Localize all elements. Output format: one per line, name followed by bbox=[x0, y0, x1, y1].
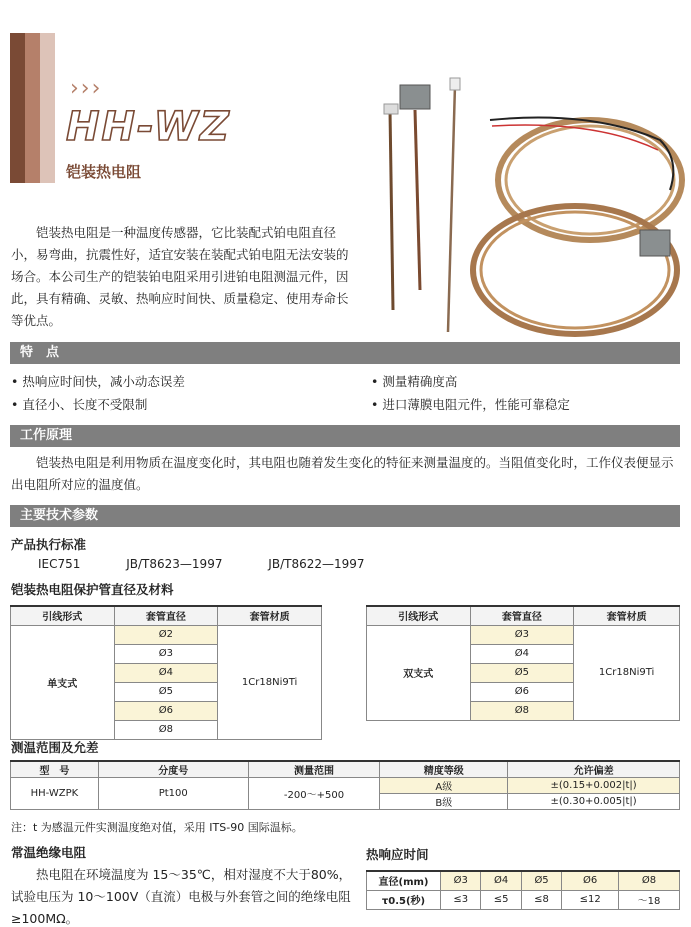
diameter-cell: Ø4 bbox=[481, 871, 521, 890]
product-photo bbox=[360, 70, 685, 340]
material-cell: 1Cr18Ni9Ti bbox=[218, 625, 322, 739]
col-header: 套管材质 bbox=[218, 606, 322, 625]
insulation-paragraph: 热电阻在环境温度为 15～35℃，相对湿度不大于80%，试验电压为 10～100V（直流）电极与外套管之间的绝缘电阻≥100MΩ。 bbox=[11, 867, 352, 926]
col-header: 精度等级 bbox=[380, 761, 508, 778]
grade-cell: B级 bbox=[380, 794, 508, 810]
diameter-cell: Ø6 bbox=[114, 701, 218, 720]
row-label: τ0.5(秒) bbox=[367, 890, 441, 909]
product-subtitle: 铠装热电阻 bbox=[66, 163, 142, 181]
response-table bbox=[366, 870, 680, 910]
col-header: 套管直径 bbox=[470, 606, 574, 625]
diameter-cell: Ø5 bbox=[521, 871, 561, 890]
model-cell: HH-WZPK bbox=[11, 778, 99, 810]
standards-line bbox=[38, 557, 407, 571]
diameter-cell: Ø3 bbox=[441, 871, 481, 890]
time-cell: ≤12 bbox=[562, 890, 619, 909]
time-cell: ～18 bbox=[619, 890, 680, 909]
col-header: 套管直径 bbox=[114, 606, 218, 625]
response-heading: 热响应时间 bbox=[366, 847, 429, 862]
diameter-cell: Ø3 bbox=[114, 644, 218, 663]
col-header: 引线形式 bbox=[367, 606, 471, 625]
feature-item: • 测量精确度高 bbox=[371, 374, 458, 389]
time-cell: ≤5 bbox=[481, 890, 521, 909]
feature-item: • 直径小、长度不受限制 bbox=[11, 397, 148, 412]
col-header: 型 号 bbox=[11, 761, 99, 778]
intro-paragraph: 铠装热电阻是一种温度传感器，它比装配式铂电阻直径小，易弯曲，抗震性好，适宜安装在装配式铂电阻无法安装的场合。本公司生产的铠装铂电阻采用引进铂电阻测温元件，因此，具有精确、灵敏、热响应时间快、质量稳定、使用寿命长等优点。 bbox=[11, 225, 349, 328]
diameter-cell: Ø5 bbox=[114, 682, 218, 701]
standard-item: JB/T8623—1997 bbox=[126, 557, 223, 571]
decor-stripe-light bbox=[40, 33, 55, 183]
material-cell: 1Cr18Ni9Ti bbox=[574, 625, 680, 720]
time-cell: ≤3 bbox=[441, 890, 481, 909]
diameter-cell: Ø2 bbox=[114, 625, 218, 644]
standard-item: JB/T8622—1997 bbox=[268, 557, 365, 571]
section-bar-principle: 工作原理 bbox=[10, 425, 680, 447]
grade-cell: A级 bbox=[380, 778, 508, 794]
diameter-cell: Ø4 bbox=[470, 644, 574, 663]
row-label: 直径(mm) bbox=[367, 871, 441, 890]
col-header: 允许偏差 bbox=[508, 761, 680, 778]
feature-item: • 进口薄膜电阻元件，性能可靠稳定 bbox=[371, 397, 570, 412]
brand-title: HH-WZ bbox=[66, 104, 231, 150]
principle-paragraph: 铠装热电阻是利用物质在温度变化时，其电阻也随着发生变化的特征来测量温度的。当阻值变化时，工作仪表便显示出电阻所对应的温度值。 bbox=[11, 455, 674, 492]
range-heading: 测温范围及允差 bbox=[11, 740, 99, 755]
diameter-cell: Ø8 bbox=[470, 701, 574, 720]
diameter-cell: Ø8 bbox=[114, 720, 218, 739]
lead-type: 双支式 bbox=[367, 625, 471, 720]
range-cell: -200～+500 bbox=[248, 778, 380, 810]
decor-stripe-dark bbox=[10, 33, 25, 183]
diameter-cell: Ø3 bbox=[470, 625, 574, 644]
diameter-cell: Ø5 bbox=[470, 663, 574, 682]
col-header: 测量范围 bbox=[248, 761, 380, 778]
diameter-cell: Ø4 bbox=[114, 663, 218, 682]
note-text: 注：t 为感温元件实测温度绝对值，采用 ITS-90 国际温标。 bbox=[11, 821, 303, 834]
time-cell: ≤8 bbox=[521, 890, 561, 909]
col-header: 分度号 bbox=[98, 761, 248, 778]
feature-item: • 热响应时间快，减小动态误差 bbox=[11, 374, 185, 389]
tube-table-single bbox=[10, 605, 322, 740]
col-header: 引线形式 bbox=[11, 606, 115, 625]
col-header: 套管材质 bbox=[574, 606, 680, 625]
tube-heading: 铠装热电阻保护管直径及材料 bbox=[11, 582, 174, 597]
tolerance-cell: ±(0.30+0.005|t|) bbox=[508, 794, 680, 810]
arrow-decor-icon: ››› bbox=[70, 76, 103, 101]
range-table bbox=[10, 760, 680, 810]
diameter-cell: Ø6 bbox=[470, 682, 574, 701]
decor-stripe-mid bbox=[25, 33, 40, 183]
index-cell: Pt100 bbox=[98, 778, 248, 810]
insulation-heading: 常温绝缘电阻 bbox=[11, 845, 87, 860]
lead-type: 单支式 bbox=[11, 625, 115, 739]
tube-table-double bbox=[366, 605, 680, 721]
section-bar-params: 主要技术参数 bbox=[10, 505, 680, 527]
section-bar-features: 特 点 bbox=[10, 342, 680, 364]
diameter-cell: Ø6 bbox=[562, 871, 619, 890]
tolerance-cell: ±(0.15+0.002|t|) bbox=[508, 778, 680, 794]
diameter-cell: Ø8 bbox=[619, 871, 680, 890]
standard-item: IEC751 bbox=[38, 557, 81, 571]
standards-heading: 产品执行标准 bbox=[11, 537, 87, 552]
